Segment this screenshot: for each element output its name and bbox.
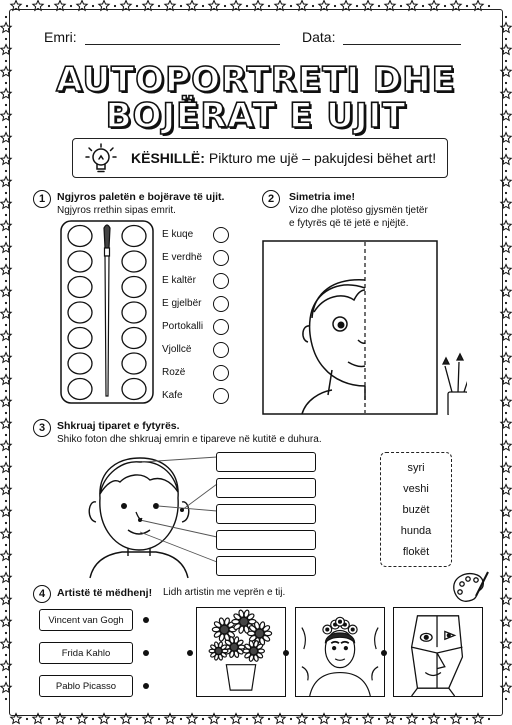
color-circle[interactable] xyxy=(213,365,229,381)
section-2-number: 2 xyxy=(262,190,280,208)
title-line-1: AUTOPORTRETI DHE xyxy=(56,60,456,100)
feature-answer-box-5[interactable] xyxy=(216,556,316,576)
word-bank-item: flokët xyxy=(402,546,430,558)
color-circle[interactable] xyxy=(213,227,229,243)
picasso-cubist-artwork xyxy=(393,607,483,697)
paint-well xyxy=(122,226,146,247)
paint-well xyxy=(122,277,146,298)
color-label: Vjollcë xyxy=(162,344,192,355)
feature-answer-box-1[interactable] xyxy=(216,452,316,472)
color-circle[interactable] xyxy=(213,388,229,404)
tip-text: Pikturo me ujë – pakujdesi bëhet art! xyxy=(208,150,437,166)
symmetry-drawing-area[interactable] xyxy=(262,240,467,415)
tip-box xyxy=(72,138,448,178)
paint-well xyxy=(122,353,146,374)
color-label: Portokalli xyxy=(162,321,204,332)
color-label: E kuqe xyxy=(162,229,194,240)
brush-jar-icon xyxy=(443,354,467,415)
name-field[interactable] xyxy=(44,29,280,45)
paint-well xyxy=(68,379,92,400)
paint-well xyxy=(68,353,92,374)
color-circle[interactable] xyxy=(213,273,229,289)
connect-dot-artist-2[interactable] xyxy=(143,650,149,656)
paint-well xyxy=(68,277,92,298)
paint-well xyxy=(122,379,146,400)
section-2-subtitle-2: e fytyrës që të jetë e njëjtë. xyxy=(289,218,409,229)
section-1-subtitle: Ngjyros rrethin sipas emrit. xyxy=(57,205,176,216)
feature-answer-box-4[interactable] xyxy=(216,530,316,550)
section-3-number: 3 xyxy=(33,419,51,437)
paint-well xyxy=(68,328,92,349)
watercolor-palette[interactable] xyxy=(60,220,154,404)
color-circle[interactable] xyxy=(213,342,229,358)
section-4-number: 4 xyxy=(33,585,51,603)
section-2-title: Simetria ime! xyxy=(289,191,355,203)
color-label: E kaltër xyxy=(162,275,196,286)
title-line-2: BOJËRAT E UJIT xyxy=(105,96,407,136)
connect-dot-artist-3[interactable] xyxy=(143,683,149,689)
color-label: Kafe xyxy=(162,390,183,401)
color-circle[interactable] xyxy=(213,319,229,335)
color-label: E verdhë xyxy=(162,252,203,263)
section-4-subtitle: Lidh artistin me veprën e tij. xyxy=(163,587,286,598)
name-label: Emri: xyxy=(44,29,77,45)
color-circle[interactable] xyxy=(213,296,229,312)
color-label: E gjelbër xyxy=(162,298,202,309)
paint-well xyxy=(122,251,146,272)
sunflowers-artwork xyxy=(196,607,286,697)
paint-well xyxy=(68,226,92,247)
word-bank-item: buzët xyxy=(402,504,430,516)
tip-label: KËSHILLË: xyxy=(131,150,205,166)
date-label: Data: xyxy=(302,29,336,45)
word-bank-item: veshi xyxy=(403,483,429,495)
date-field[interactable] xyxy=(302,29,461,45)
section-2-subtitle-1: Vizo dhe plotëso gjysmën tjetër xyxy=(289,205,428,216)
frida-portrait-artwork xyxy=(295,607,385,697)
connect-dot-artist-1[interactable] xyxy=(143,617,149,623)
section-3-title: Shkruaj tiparet e fytyrës. xyxy=(57,420,180,432)
artist-picasso[interactable]: Pablo Picasso xyxy=(39,675,133,697)
boy-face-illustration xyxy=(70,450,218,580)
connect-dot-art-1[interactable] xyxy=(187,650,193,656)
word-bank-item: syri xyxy=(407,462,425,474)
color-circle[interactable] xyxy=(213,250,229,266)
color-label: Rozë xyxy=(162,367,186,378)
artist-van-gogh[interactable]: Vincent van Gogh xyxy=(39,609,133,631)
section-3-subtitle: Shiko foton dhe shkruaj emrin e tipareve në kutitë e duhura. xyxy=(57,434,322,445)
feature-answer-box-3[interactable] xyxy=(216,504,316,524)
word-bank-item: hunda xyxy=(400,525,432,537)
artist-frida-kahlo[interactable]: Frida Kahlo xyxy=(39,642,133,664)
paint-well xyxy=(68,302,92,323)
lightbulb-icon xyxy=(83,142,119,176)
paint-well xyxy=(68,251,92,272)
section-1-title: Ngjyros paletën e bojërave të ujit. xyxy=(57,191,225,203)
section-4-title: Artistë të mëdhenj! xyxy=(57,587,153,599)
palette-icon xyxy=(450,568,490,606)
paint-well xyxy=(122,328,146,349)
feature-answer-box-2[interactable] xyxy=(216,478,316,498)
paint-well xyxy=(122,302,146,323)
section-1-number: 1 xyxy=(33,190,51,208)
